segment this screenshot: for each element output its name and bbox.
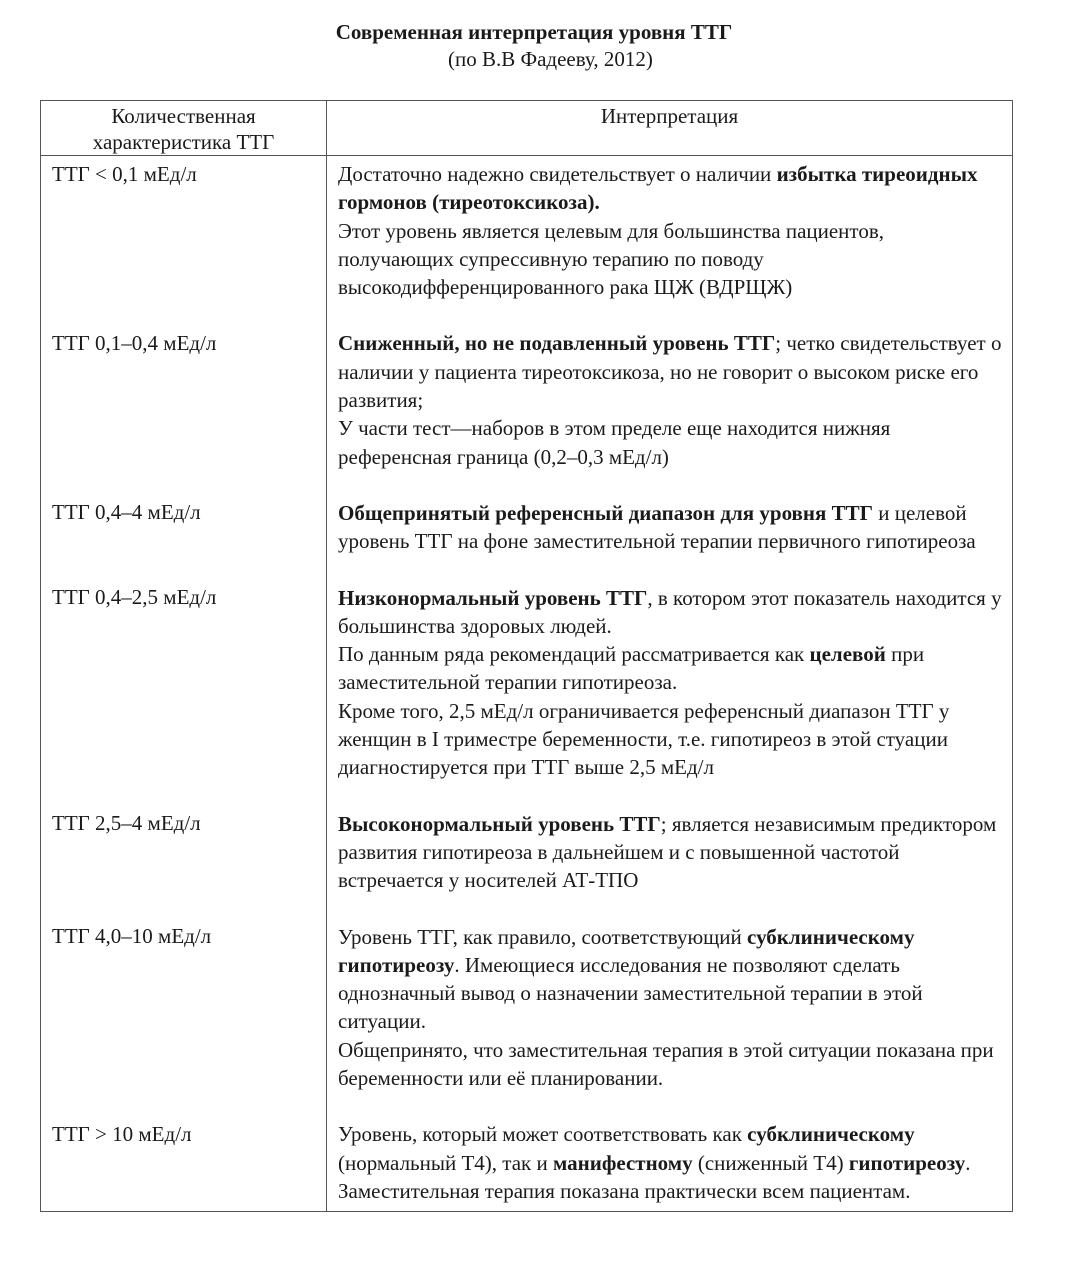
document-title: Современная интерпретация уровня ТТГ xyxy=(335,20,733,44)
interpretation-fragment: при заместительной терапии гипотиреоза. xyxy=(338,642,925,695)
ranges-column xyxy=(41,156,327,1212)
tsh-range-label: ТТГ 0,4–4 мЕд/л xyxy=(52,500,201,524)
interpretation-fragment: (сниженный Т4) xyxy=(692,1150,849,1175)
interpretation-text xyxy=(338,160,1002,301)
document-subtitle: (по В.В Фадееву, 2012) xyxy=(448,47,653,71)
interpretation-text xyxy=(338,584,1002,782)
interpretation-emphasis: избытка тиреоидных гормонов (тиреотоксикоза). xyxy=(338,162,978,215)
interpretation-fragment: По данным ряда рекомендаций рассматривается как xyxy=(338,642,810,667)
interpretation-fragment: Достаточно надежно свидетельствует о наличии xyxy=(338,162,777,186)
table-header-row xyxy=(41,101,1013,156)
tsh-range-label: ТТГ < 0,1 мЕд/л xyxy=(52,162,197,186)
interpretation-fragment: Общепринято, что заместительная терапия в этой ситуации показана при беременности или её планировании. xyxy=(338,1037,994,1091)
interpretation-text xyxy=(338,1120,1002,1205)
interpretation-fragment: Уровень ТТГ, как правило, соответствующий xyxy=(338,924,748,949)
tsh-interpretation-table xyxy=(40,100,1013,1212)
table-body-row xyxy=(41,156,1013,1212)
interpretation-fragment: (нормальный Т4), так и xyxy=(338,1150,553,1175)
tsh-range-label: ТТГ > 10 мЕд/л xyxy=(52,1122,192,1146)
interpretation-fragment: . Имеющиеся исследования не позволяют сделать однозначный вывод о назначении заместительной терапии в этой ситуации. xyxy=(338,952,923,1034)
interpretation-fragment: ; является независимым предиктором развития гипотиреоза в дальнейшем и с повышенной частотой встречается у носителей АТ-ТПО xyxy=(338,811,997,893)
interpretation-emphasis: манифестному xyxy=(552,1150,693,1175)
interpretation-text xyxy=(338,499,1002,556)
header-interpretation: Интерпретация xyxy=(327,101,1013,156)
interpretation-fragment: и целевой уровень ТТГ на фоне заместительной терапии первичного гипотиреоза xyxy=(338,500,976,554)
tsh-range-label: ТТГ 2,5–4 мЕд/л xyxy=(52,811,201,835)
interpretation-fragment: У части тест—наборов в этом пределе еще находится нижняя референсная граница (0,2–0,3 мЕд/л) xyxy=(338,416,891,469)
interpretation-emphasis: Общепринятый референсный диапазон для уровня ТТГ xyxy=(338,500,873,525)
interpretation-text xyxy=(338,810,1002,895)
interpretation-emphasis: субклиническому xyxy=(747,1122,915,1147)
interpretation-text xyxy=(338,329,1002,470)
interpretation-emphasis: Высоконормальный уровень ТТГ xyxy=(338,811,661,836)
interpretation-fragment: . Заместительная терапия показана практически всем пациентам. xyxy=(338,1150,971,1203)
interpretation-fragment: ; четко свидетельствует о наличии у пациента тиреотоксикоза, но не говорит о высоком риске его развития; xyxy=(338,331,1002,413)
interpretations-column xyxy=(327,156,1013,1212)
interpretation-emphasis: субклиническому гипотиреозу xyxy=(338,924,915,977)
interpretation-emphasis: гипотиреозу xyxy=(848,1150,966,1175)
interpretation-fragment: Кроме того, 2,5 мЕд/л ограничивается референсный диапазон ТТГ у женщин в I триместре беременности, т.е. гипотиреоз в этой стуации диагностируется при ТТГ выше 2,5 мЕд/л xyxy=(338,698,950,780)
tsh-range-label: ТТГ 4,0–10 мЕд/л xyxy=(52,924,212,948)
interpretation-emphasis: Низконормальный уровень ТТГ xyxy=(338,585,648,610)
interpretation-emphasis: Сниженный, но не подавленный уровень ТТГ xyxy=(338,331,776,356)
header-quantitative: Количественная характеристика ТТГ xyxy=(41,101,327,156)
interpretation-fragment: , в котором этот показатель находится у большинства здоровых людей. xyxy=(338,585,1002,638)
interpretation-fragment: Уровень, который может соответствовать как xyxy=(338,1122,748,1147)
interpretation-emphasis: целевой xyxy=(809,642,886,667)
tsh-range-label: ТТГ 0,1–0,4 мЕд/л xyxy=(52,331,217,355)
tsh-range-label: ТТГ 0,4–2,5 мЕд/л xyxy=(52,585,217,609)
interpretation-fragment: Этот уровень является целевым для большинства пациентов, получающих супрессивную терапию по поводу высокодифференцированного рака ЩЖ (ВДРЩЖ) xyxy=(338,218,884,300)
interpretation-text xyxy=(338,923,1002,1093)
